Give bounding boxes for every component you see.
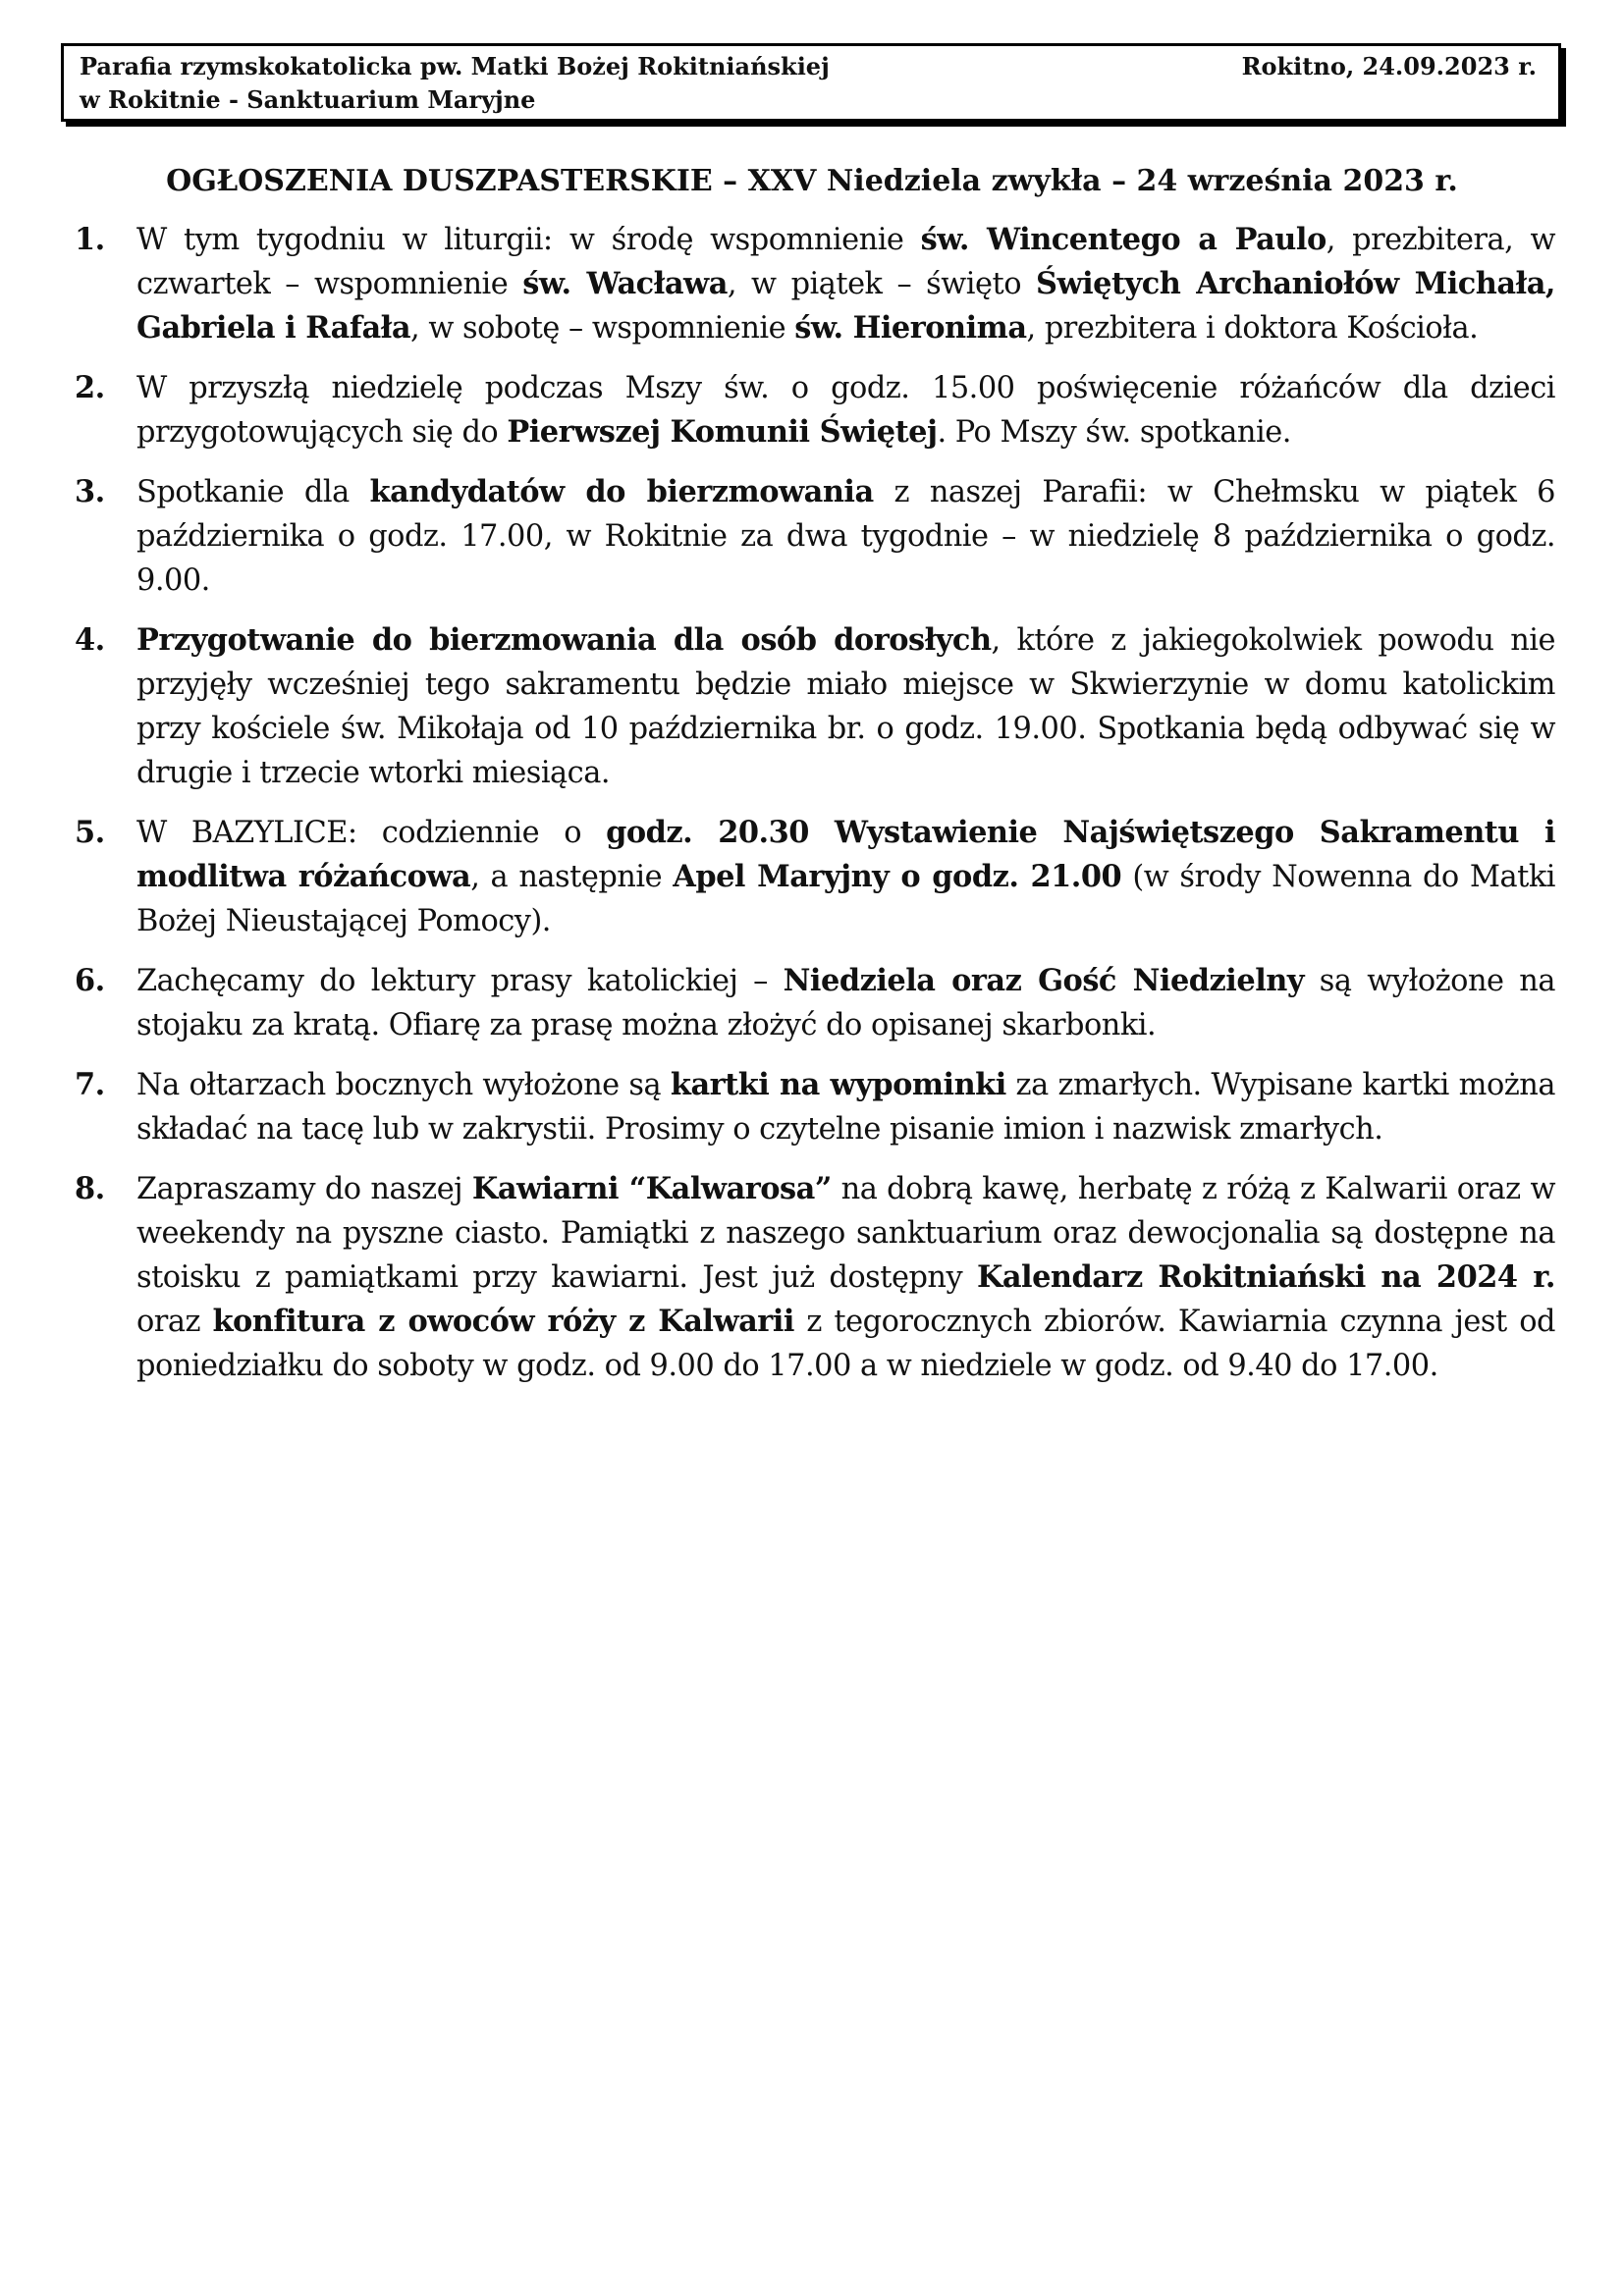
document-date: Rokitno, 24.09.2023 r. bbox=[1241, 52, 1537, 80]
body-text: , w piątek – święto bbox=[727, 267, 1037, 301]
body-text: na dobrą kawę, herbatę z różą z Kalwarii oraz w weekendy na pyszne ciasto. Pamiątki z naszego sanktuarium oraz dewocjonalia są dostępne na stoisku z pamiątkami przy kawiarni. Jest już dostępny bbox=[136, 1172, 1555, 1295]
emphasis-text: Kalendarz Rokitniański na 2024 r. bbox=[976, 1259, 1556, 1295]
announcement-item bbox=[75, 366, 1555, 454]
body-text: . Po Mszy św. spotkanie. bbox=[937, 415, 1291, 450]
announcement-text bbox=[136, 964, 1555, 1042]
body-text: , w sobotę – wspomnienie bbox=[410, 311, 795, 346]
body-text: , które z jakiegokolwiek powodu nie przyjęły wcześniej tego sakramentu będzie miało miejsce w Skwierzynie w domu katolickim przy kościele św. Mikołaja od 10 października br. o godz. 19.00. Spotkania będą odbywać się w drugie i trzecie wtorki miesiąca. bbox=[136, 623, 1555, 790]
body-text: , prezbitera, w czwartek – wspomnienie bbox=[136, 223, 1555, 301]
emphasis-text: Niedziela oraz Gość Niedzielny bbox=[783, 963, 1304, 998]
announcement-item bbox=[75, 811, 1555, 943]
body-text: (w środy Nowenna do Matki Bożej Nieustającej Pomocy). bbox=[136, 860, 1555, 938]
parish-name: Parafia rzymskokatolicka pw. Matki Bożej Rokitniańskiej bbox=[80, 52, 830, 80]
announcement-list bbox=[75, 218, 1555, 1404]
announcement-number: 8. bbox=[75, 1171, 105, 1206]
emphasis-text: Apel Maryjny o godz. 21.00 bbox=[673, 859, 1122, 894]
emphasis-text: Świętych Archaniołów Michała, Gabriela i Rafała bbox=[136, 266, 1556, 346]
body-text: W przyszłą niedzielę podczas Mszy św. o godz. 15.00 poświęcenie różańców dla dzieci przygotowujących się do bbox=[136, 371, 1555, 450]
announcement-item bbox=[75, 1063, 1555, 1151]
announcement-text bbox=[136, 1068, 1555, 1147]
emphasis-text: Kawiarni “Kalwarosa” bbox=[471, 1171, 832, 1206]
emphasis-text: Przygotwanie do bierzmowania dla osób dorosłych bbox=[136, 622, 992, 658]
emphasis-text: godz. 20.30 Wystawienie Najświętszego Sakramentu i modlitwa różańcowa bbox=[136, 815, 1555, 894]
announcement-text bbox=[136, 223, 1555, 346]
body-text: Zapraszamy do naszej bbox=[136, 1172, 472, 1206]
emphasis-text: kartki na wypominki bbox=[670, 1067, 1006, 1102]
announcement-number: 5. bbox=[75, 815, 105, 850]
announcement-number: 7. bbox=[75, 1067, 105, 1102]
announcement-text bbox=[136, 1172, 1555, 1383]
announcement-item bbox=[75, 218, 1555, 350]
emphasis-text: Pierwszej Komunii Świętej bbox=[507, 414, 938, 450]
announcement-number: 1. bbox=[75, 222, 105, 257]
announcement-item bbox=[75, 470, 1555, 603]
body-text: Na ołtarzach bocznych wyłożone są bbox=[136, 1068, 671, 1102]
parish-location: w Rokitnie - Sanktuarium Maryjne bbox=[80, 85, 536, 114]
announcement-number: 3. bbox=[75, 474, 105, 509]
body-text: , prezbitera i doktora Kościoła. bbox=[1026, 311, 1479, 346]
announcement-number: 6. bbox=[75, 963, 105, 998]
page-title: OGŁOSZENIA DUSZPASTERSKIE – XXV Niedziela zwykła – 24 września 2023 r. bbox=[166, 164, 1458, 198]
announcement-text bbox=[136, 475, 1555, 598]
body-text: są wyłożone na stojaku za kratą. Ofiarę za prasę można złożyć do opisanej skarbonki. bbox=[136, 964, 1555, 1042]
body-text: z naszej Parafii: w Chełmsku w piątek 6 października o godz. 17.00, w Rokitnie za dwa tygodnie – w niedzielę 8 października o godz. 9.00. bbox=[136, 475, 1556, 598]
announcement-number: 2. bbox=[75, 370, 105, 405]
announcement-item bbox=[75, 618, 1555, 795]
body-text: W tym tygodniu w liturgii: w środę wspomnienie bbox=[136, 223, 921, 257]
emphasis-text: św. Wincentego a Paulo bbox=[920, 222, 1326, 257]
body-text: z tegorocznych zbiorów. Kawiarnia czynna jest od poniedziałku do soboty w godz. od 9.00 do 17.00 a w niedziele w godz. od 9.40 do 17.00. bbox=[136, 1305, 1555, 1383]
emphasis-text: św. Wacława bbox=[522, 266, 728, 301]
announcement-text bbox=[136, 623, 1555, 790]
emphasis-text: konfitura z owoców róży z Kalwarii bbox=[212, 1304, 794, 1339]
body-text: , a następnie bbox=[470, 860, 674, 894]
announcement-item bbox=[75, 1167, 1555, 1388]
announcement-text bbox=[136, 371, 1555, 450]
body-text: za zmarłych. Wypisane kartki można składać na tacę lub w zakrystii. Prosimy o czytelne pisanie imion i nazwisk zmarłych. bbox=[136, 1068, 1555, 1147]
parish-name-block bbox=[80, 50, 830, 117]
emphasis-text: św. Hieronima bbox=[794, 310, 1027, 346]
announcement-number: 4. bbox=[75, 622, 105, 658]
parish-header bbox=[61, 43, 1561, 122]
body-text: Zachęcamy do lektury prasy katolickiej – bbox=[136, 964, 784, 998]
announcement-item bbox=[75, 959, 1555, 1047]
emphasis-text: kandydatów do bierzmowania bbox=[369, 474, 874, 509]
body-text: oraz bbox=[136, 1305, 213, 1339]
announcement-text bbox=[136, 816, 1555, 938]
body-text: Spotkanie dla bbox=[136, 475, 370, 509]
body-text: W BAZYLICE: codziennie o bbox=[136, 816, 607, 850]
